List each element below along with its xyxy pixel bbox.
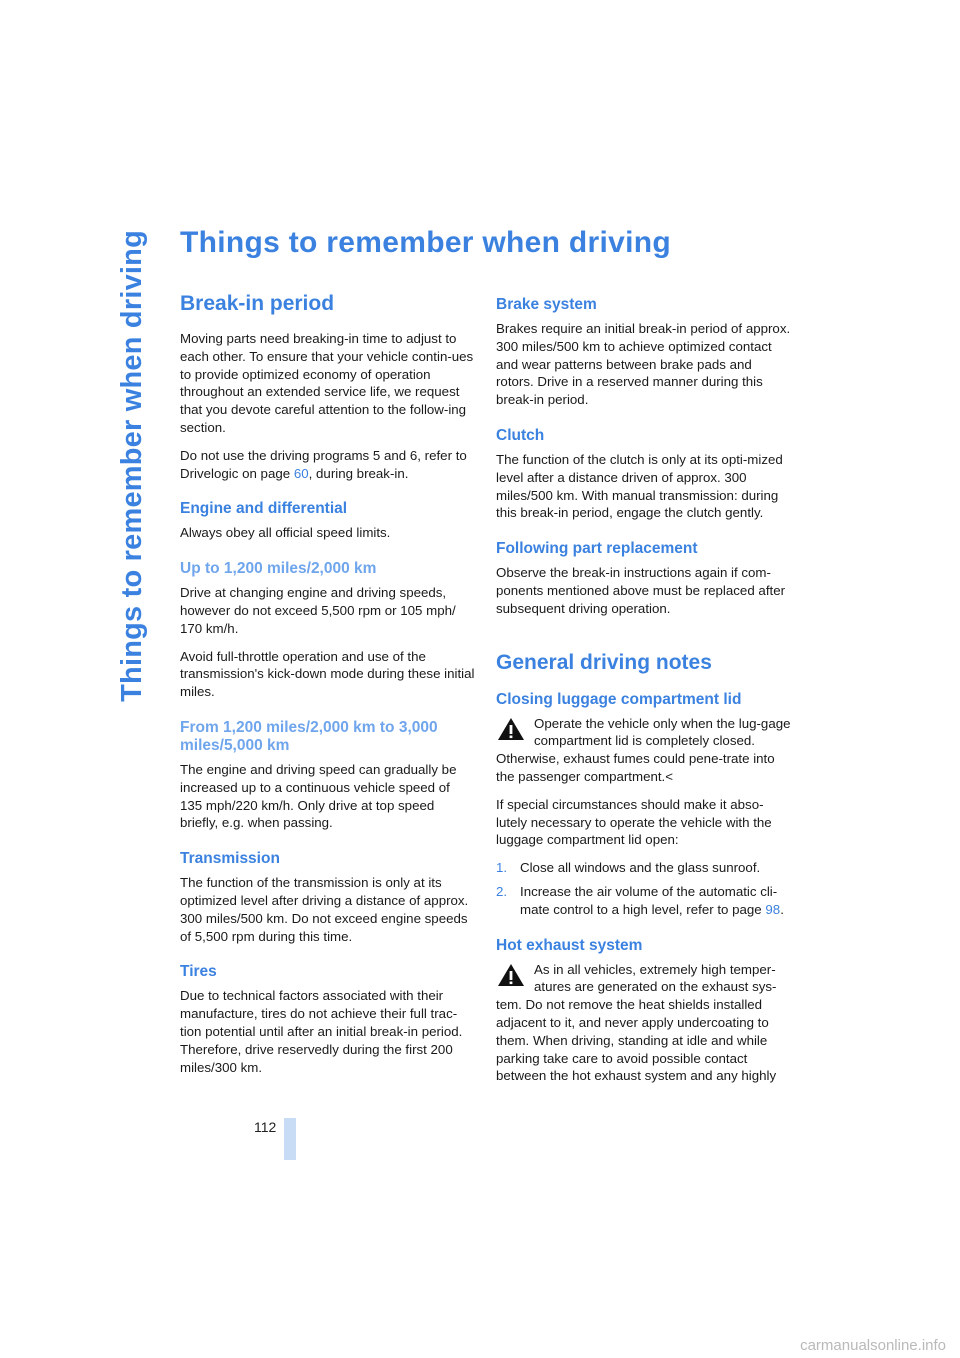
subheading-exhaust: Hot exhaust system	[496, 936, 643, 954]
paragraph: The engine and driving speed can gradually be increased up to a continuous vehicle speed of 135 mph/220 km/h. Only drive at top speed briefly, e.g. when passing.	[180, 761, 457, 831]
warning-text: Operate the vehicle only when the lug-gage compartment lid is completely closed. Otherwise, exhaust fumes could pene-trate into the passenger compartment.<	[496, 715, 791, 784]
subheading-tires: Tires	[180, 963, 217, 981]
warning-icon	[496, 716, 526, 742]
subheading-brake: Brake system	[496, 296, 597, 313]
section-heading-general: General driving notes	[496, 650, 712, 674]
page-link[interactable]: 98	[765, 901, 781, 917]
paragraph: Moving parts need breaking-in time to adjust to each other. To ensure that your vehicle contin-ues to provide optimized economy of operation throughout an extended service life, we request that you devote careful attention to the follow-ing section.	[180, 331, 474, 435]
list-text: Close all windows and the glass sunroof.	[520, 860, 761, 876]
warning-paragraph	[496, 715, 791, 786]
list-text-end: .	[780, 901, 784, 917]
list-number: 1.	[496, 860, 508, 876]
page-title: Things to remember when driving	[180, 226, 672, 259]
page-number: 112	[254, 1119, 277, 1135]
paragraph: The function of the transmission is only at its optimized level after driving a distance of approx. 300 miles/500 km. Do not exceed engine speeds of 5,500 rpm during this time.	[180, 875, 469, 944]
paragraph	[180, 447, 475, 483]
paragraph: If special circumstances should make it abso-lutely necessary to operate the vehicle with the luggage compartment lid open:	[496, 796, 772, 848]
page-marker-bar	[284, 1118, 296, 1160]
subheading-following: Following part replacement	[496, 540, 698, 558]
list-number: 2.	[496, 883, 508, 899]
subheading-engine: Engine and differential	[180, 500, 348, 518]
warning-icon	[496, 962, 526, 988]
list-item	[496, 859, 791, 877]
warning-paragraph	[496, 961, 791, 1086]
section-heading-break-in: Break-in period	[180, 292, 335, 315]
left-column	[180, 292, 475, 1086]
subheading-transmission: Transmission	[180, 850, 280, 868]
warning-text: As in all vehicles, extremely high temper-atures are generated on the exhaust sys-tem. Do not remove the heat shields installed adjacent to it, and never apply undercoating to them. When driving, standing at idle and while parking take care to avoid possible contact between the hot exhaust system and any highly	[496, 961, 777, 1084]
paragraph: Avoid full-throttle operation and use of the transmission's kick-down mode during these initial miles.	[180, 648, 475, 700]
right-column	[496, 292, 791, 1095]
text-span: Do not use the driving programs 5 and 6, refer to Drivelogic on page	[180, 447, 467, 481]
paragraph: Always obey all official speed limits.	[180, 525, 391, 541]
list-text: Increase the air volume of the automatic cli-mate control to a high level, refer to page	[520, 883, 778, 917]
side-chapter-title: Things to remember when driving	[116, 230, 148, 702]
subheading-up-to: Up to 1,200 miles/2,000 km	[180, 560, 377, 578]
subheading-from: From 1,200 miles/2,000 km to 3,000 miles/5,000 km	[180, 718, 438, 754]
paragraph: Due to technical factors associated with their manufacture, tires do not achieve their full trac-tion potential until after an initial break-in period. Therefore, drive reservedly during the first 200 miles/300 km.	[180, 988, 463, 1075]
paragraph: The function of the clutch is only at its opti-mized level after a distance driven of approx. 300 miles/500 km. With manual transmission: during this break-in period, engage the clutch gently.	[496, 451, 783, 521]
list-item	[496, 883, 791, 919]
subheading-clutch: Clutch	[496, 426, 545, 444]
watermark: carmanualsonline.info	[800, 1337, 946, 1354]
paragraph: Drive at changing engine and driving speeds, however do not exceed 5,500 rpm or 105 mph/ 170 km/h.	[180, 585, 456, 636]
paragraph: Brakes require an initial break-in period of approx. 300 miles/500 km to achieve optimized contact and wear patterns between brake pads and rotors. Drive in a reserved manner during this break-in period.	[496, 321, 791, 408]
paragraph: Observe the break-in instructions again if com-ponents mentioned above must be replaced after subsequent driving operation.	[496, 565, 786, 616]
page-link[interactable]: 60	[293, 465, 309, 481]
text-span: , during break-in.	[308, 465, 409, 481]
subheading-luggage: Closing luggage compartment lid	[496, 690, 742, 708]
steps-list	[496, 859, 791, 918]
